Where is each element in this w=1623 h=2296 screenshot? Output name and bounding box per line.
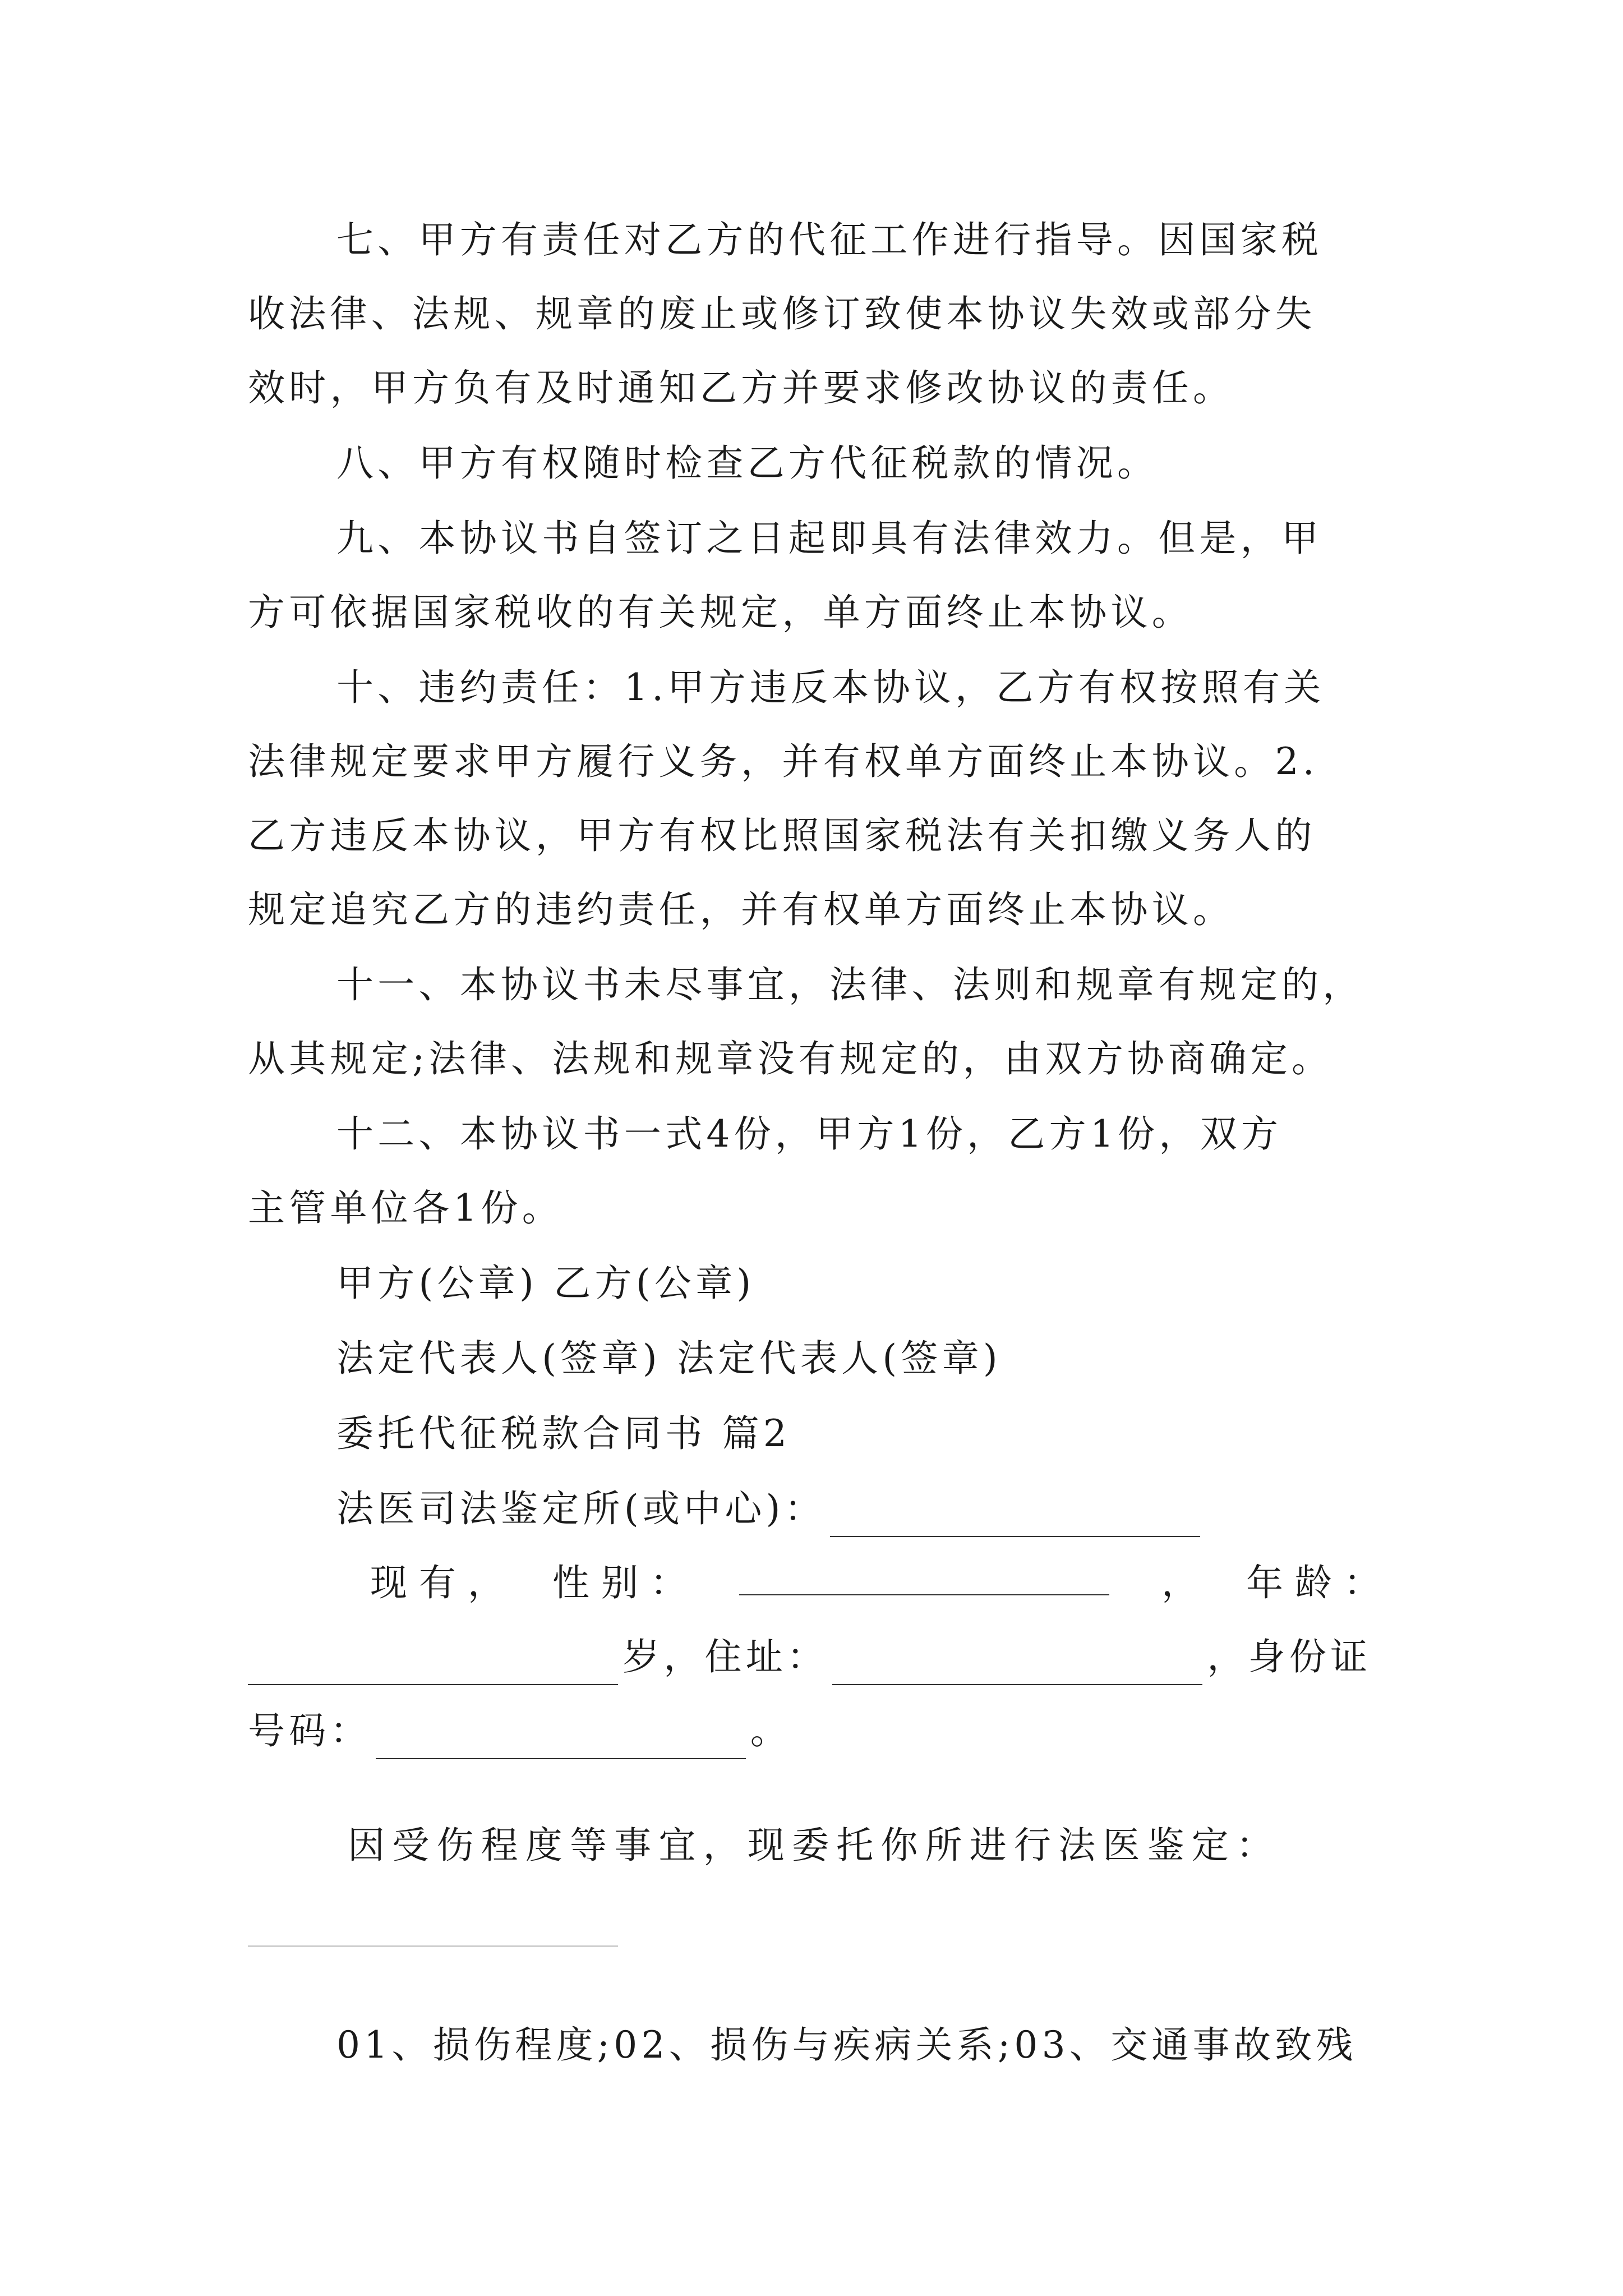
paragraph-9-line-2: 方可依据国家税收的有关规定，单方面终止本协议。 (248, 591, 1193, 634)
paragraph-12-line-1: 十二、本协议书一式4份，甲方1份，乙方1份，双方 (336, 1112, 1283, 1156)
seal-line: 甲方(公章) 乙方(公章) (336, 1262, 755, 1305)
age-suffix: 岁，住址： (623, 1635, 828, 1678)
forensic-label: 法医司法鉴定所(或中心)： (336, 1487, 826, 1530)
address-blank (832, 1645, 1202, 1685)
paragraph-7-line-3: 效时，甲方负有及时通知乙方并要求修改协议的责任。 (248, 366, 1234, 409)
id-label: ，身份证 (1207, 1635, 1372, 1678)
id-number-line (248, 1703, 1381, 1759)
paragraph-12-line-2: 主管单位各1份。 (248, 1186, 564, 1230)
period-text: 。 (750, 1709, 792, 1752)
paragraph-10-line-4: 规定追究乙方的违约责任，并有权单方面终止本协议。 (248, 888, 1234, 931)
age-address-line (248, 1629, 1381, 1685)
purpose-blank-line (248, 1945, 618, 1947)
age-label: 年 龄 ： (1246, 1561, 1381, 1604)
paragraph-10-line-3: 乙方违反本协议，甲方有权比照国家税法有关扣缴义务人的 (248, 814, 1316, 857)
paragraph-11-line-1: 十一、本协议书未尽事宜，法律、法则和规章有规定的， (336, 963, 1364, 1006)
id-number-blank (376, 1719, 746, 1759)
paragraph-7-line-1: 七、甲方有责任对乙方的代征工作进行指导。因国家税 (336, 218, 1323, 261)
forensic-institute-line (336, 1481, 1381, 1537)
paragraph-9-line-1: 九、本协议书自签订之日起即具有法律效力。但是，甲 (336, 517, 1323, 560)
id-number-label: 号码： (248, 1709, 371, 1752)
person-info-line (370, 1555, 1381, 1611)
age-blank (248, 1645, 618, 1685)
section-heading: 委托代征税款合同书 篇2 (336, 1412, 791, 1455)
now-have-text: 现 有 ， (370, 1561, 505, 1604)
entrust-line: 因受伤程度等事宜，现委托你所进行法医鉴定： (348, 1824, 1281, 1867)
paragraph-11-line-2: 从其规定;法律、法规和规章没有规定的，由双方协商确定。 (248, 1037, 1333, 1080)
paragraph-10-line-1: 十、违约责任：1.甲方违反本协议，乙方有权按照有关 (336, 666, 1325, 709)
gender-label: 性 别 ： (552, 1561, 687, 1604)
institute-blank (830, 1497, 1200, 1537)
paragraph-7-line-2: 收法律、法规、规章的废止或修订致使本协议失效或部分失 (248, 292, 1316, 335)
comma-text: ， (1161, 1561, 1198, 1604)
paragraph-10-line-2: 法律规定要求甲方履行义务，并有权单方面终止本协议。2. (248, 740, 1318, 783)
representative-line: 法定代表人(签章) 法定代表人(签章) (336, 1337, 1002, 1380)
appraisal-items-line: 01、损伤程度;02、损伤与疾病关系;03、交通事故致残 (336, 2023, 1357, 2067)
paragraph-8: 八、甲方有权随时检查乙方代征税款的情况。 (336, 441, 1159, 485)
gender-blank (739, 1555, 1109, 1595)
